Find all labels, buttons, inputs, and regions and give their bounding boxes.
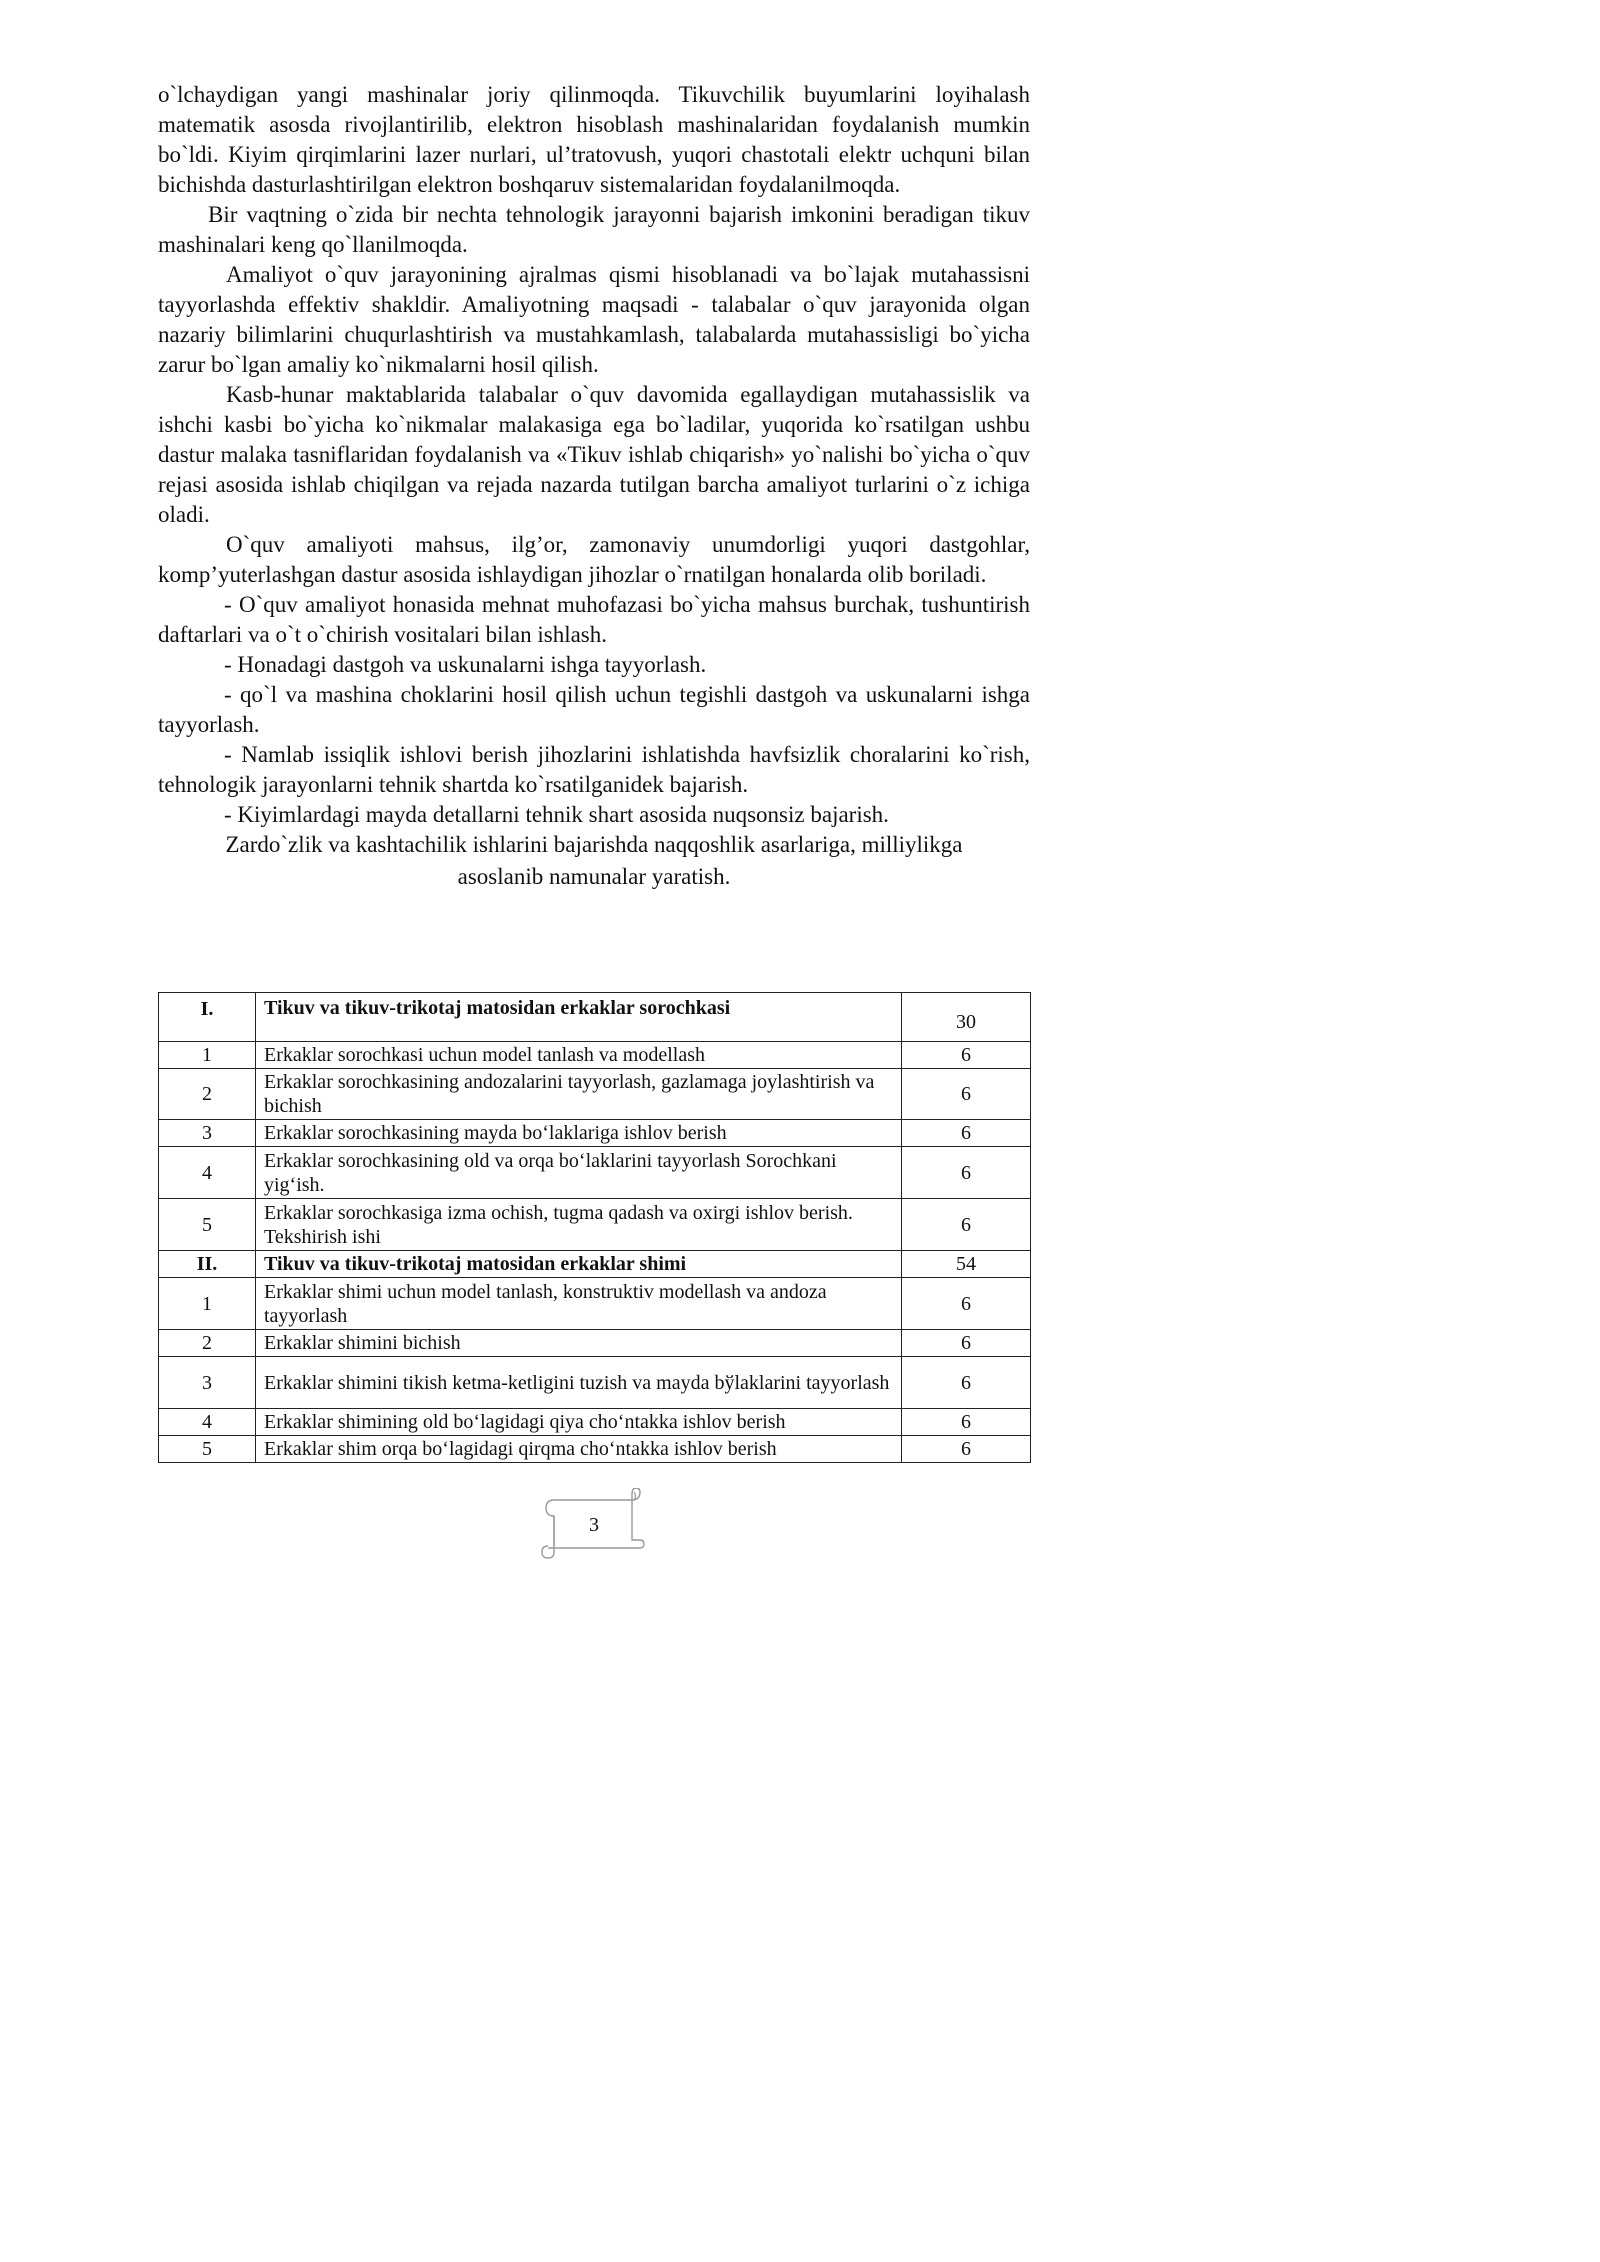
bullet-item: - Kiyimlardagi mayda detallarni tehnik shart asosida nuqsonsiz bajarish. (224, 802, 889, 827)
table-row (159, 1199, 1031, 1251)
paragraph: o`lchaydigan yangi mashinalar joriy qilinmoqda. Tikuvchilik buyumlarini loyihalash matematik asosda rivojlantirilib, elektron hisoblash mashinalaridan foydalanish mumkin bo`ldi. Kiyim qirqimlarini lazer nurlari, ul’tratovush, yuqori chastotali elektr uchquni bilan bichishda dasturlashtirilgan elektron boshqaruv sistemalaridan foydalanilmoqda. (158, 82, 1030, 197)
row-number: 2 (159, 1330, 256, 1357)
closing-line: Zardo`zlik va kashtachilik ishlarini bajarishda naqqoshlik asarlariga, milliylikga (225, 832, 963, 857)
table-row (159, 1436, 1031, 1463)
table-row (159, 1042, 1031, 1069)
section-row (159, 1251, 1031, 1278)
closing-line: asoslanib namunalar yaratish. (457, 864, 731, 889)
row-text: Erkaklar sorochkasi uchun model tanlash va modellash (256, 1042, 902, 1069)
bullet-item: - O`quv amaliyot honasida mehnat muhofazasi bo`yicha mahsus burchak, tushuntirish daftarlari va o`t o`chirish vositalari bilan ishlash. (158, 592, 1030, 647)
row-hours: 6 (902, 1199, 1031, 1251)
row-hours: 6 (902, 1409, 1031, 1436)
section-title: Tikuv va tikuv-trikotaj matosidan erkaklar shimi (256, 1251, 902, 1278)
row-number: 5 (159, 1199, 256, 1251)
table-row (159, 1330, 1031, 1357)
paragraph: O`quv amaliyoti mahsus, ilg’or, zamonaviy unumdorligi yuqori dastgohlar, komp’yuterlashgan dastur asosida ishlaydigan jihozlar o`rnatilgan honalarda olib boriladi. (158, 532, 1030, 587)
paragraph: Bir vaqtning o`zida bir nechta tehnologik jarayonni bajarish imkonini beradigan tikuv mashinalari keng qo`llanilmoqda. (158, 202, 1030, 257)
row-number: 4 (159, 1409, 256, 1436)
table-row (159, 1357, 1031, 1409)
row-hours: 6 (902, 1436, 1031, 1463)
table-row (159, 1120, 1031, 1147)
document-body (158, 80, 1030, 894)
row-number: 2 (159, 1069, 256, 1120)
section-title: Tikuv va tikuv-trikotaj matosidan erkaklar sorochkasi (256, 993, 902, 1042)
row-text: Erkaklar sorochkasining old va orqa bo‘laklarini tayyorlash Sorochkani yig‘ish. (256, 1147, 902, 1199)
page-number: 3 (589, 1514, 599, 1536)
curriculum-table (158, 992, 1031, 1463)
section-number: II. (159, 1251, 256, 1278)
row-number: 1 (159, 1042, 256, 1069)
row-hours: 6 (902, 1120, 1031, 1147)
row-text: Erkaklar sorochkasiga izma ochish, tugma qadash va oxirgi ishlov berish. Tekshirish ishi (256, 1199, 902, 1251)
row-text: Erkaklar shimining old bo‘lagidagi qiya cho‘ntakka ishlov berish (256, 1409, 902, 1436)
row-text: Erkaklar sorochkasining andozalarini tayyorlash, gazlamaga joylashtirish va bichish (256, 1069, 902, 1120)
paragraph: Kasb-hunar maktablarida talabalar o`quv davomida egallaydigan mutahassislik va ishchi kasbi bo`yicha ko`nikmalar malakasiga ega bo`ladilar, yuqorida ko`rsatilgan ushbu dastur malaka tasniflaridan foydalanish va «Tikuv ishlab chiqarish» yo`nalishi bo`yicha o`quv rejasi asosida ishlab chiqilgan va rejada nazarda tutilgan barcha amaliyot turlarini o`z ichiga oladi. (158, 382, 1030, 527)
table-row (159, 1409, 1031, 1436)
row-hours: 6 (902, 1357, 1031, 1409)
row-hours: 6 (902, 1042, 1031, 1069)
bullet-item: - qo`l va mashina choklarini hosil qilish uchun tegishli dastgoh va uskunalarni ishga tayyorlash. (158, 682, 1030, 737)
row-number: 4 (159, 1147, 256, 1199)
row-text: Erkaklar shimini tikish ketma-ketligini tuzish va mayda bўlaklarini tayyorlash (256, 1357, 902, 1409)
row-text: Erkaklar sorochkasining mayda bo‘laklariga ishlov berish (256, 1120, 902, 1147)
bullet-item: - Honadagi dastgoh va uskunalarni ishga tayyorlash. (224, 652, 707, 677)
section-hours: 54 (902, 1251, 1031, 1278)
row-text: Erkaklar shim orqa bo‘lagidagi qirqma cho‘ntakka ishlov berish (256, 1436, 902, 1463)
section-hours: 30 (902, 993, 1031, 1042)
row-number: 1 (159, 1278, 256, 1330)
section-number: I. (159, 993, 256, 1042)
row-hours: 6 (902, 1330, 1031, 1357)
row-hours: 6 (902, 1278, 1031, 1330)
paragraph: Amaliyot o`quv jarayonining ajralmas qismi hisoblanadi va bo`lajak mutahassisni tayyorlashda effektiv shakldir. Amaliyotning maqsadi - talabalar o`quv jarayonida olgan nazariy bilimlarini chuqurlashtirish va mustahkamlash, talabalarda mutahassisligi bo`yicha zarur bo`lgan amaliy ko`nikmalarni hosil qilish. (158, 262, 1030, 377)
row-number: 3 (159, 1357, 256, 1409)
row-number: 3 (159, 1120, 256, 1147)
bullet-item: - Namlab issiqlik ishlovi berish jihozlarini ishlatishda havfsizlik choralarini ko`rish, tehnologik jarayonlarni tehnik shartda ko`rsatilganidek bajarish. (158, 742, 1030, 797)
row-number: 5 (159, 1436, 256, 1463)
row-hours: 6 (902, 1069, 1031, 1120)
row-text: Erkaklar shimi uchun model tanlash, konstruktiv modellash va andoza tayyorlash (256, 1278, 902, 1330)
row-hours: 6 (902, 1147, 1031, 1199)
section-row (159, 993, 1031, 1042)
page-footer (540, 1488, 650, 1558)
row-text: Erkaklar shimini bichish (256, 1330, 902, 1357)
table-row (159, 1069, 1031, 1120)
table-row (159, 1278, 1031, 1330)
table-row (159, 1147, 1031, 1199)
